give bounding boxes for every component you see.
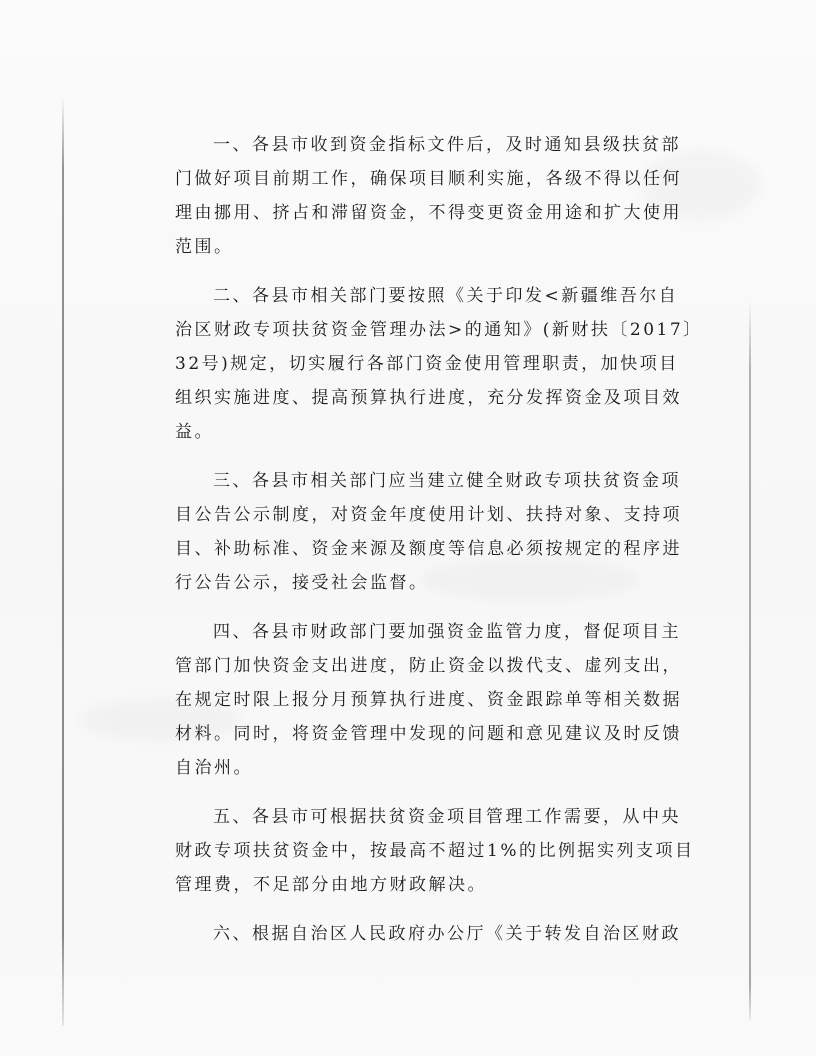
paragraph-5	[175, 800, 695, 902]
text-line: 目公告公示制度，对资金年度使用计划、扶持对象、支持项	[175, 505, 682, 525]
text-line: 32号)规定，切实履行各部门资金使用管理职责，加快项目	[175, 354, 679, 374]
text-line: 管理费，不足部分由地方财政解决。	[175, 875, 487, 895]
text-line: 行公告公示，接受社会监督。	[175, 573, 429, 593]
text-line: 理由挪用、挤占和滞留资金，不得变更资金用途和扩大使用	[175, 203, 682, 223]
text-line: 二、各县市相关部门要按照《关于印发<新疆维吾尔自	[213, 286, 679, 306]
document-body	[175, 128, 703, 966]
paragraph-2	[175, 279, 703, 449]
text-line: 六、根据自治区人民政府办公厅《关于转发自治区财政	[213, 924, 681, 944]
paragraph-6	[175, 917, 681, 951]
text-line: 目、补助标准、资金来源及额度等信息必须按规定的程序进	[175, 539, 682, 559]
text-line: 四、各县市财政部门要加强资金监管力度，督促项目主	[213, 622, 681, 642]
text-line: 在规定时限上报分月预算执行进度、资金跟踪单等相关数据	[175, 690, 682, 710]
text-line: 治区财政专项扶贫资金管理办法>的通知》(新财扶〔2017〕	[175, 320, 703, 340]
text-line: 范围。	[175, 237, 234, 257]
page-right-edge-shadow	[749, 300, 751, 1020]
text-line: 三、各县市相关部门应当建立健全财政专项扶贫资金项	[213, 471, 681, 491]
paragraph-4	[175, 615, 682, 785]
text-line: 管部门加快资金支出进度，防止资金以拨代支、虚列支出，	[175, 656, 682, 676]
text-line: 门做好项目前期工作，确保项目顺利实施，各级不得以任何	[175, 169, 682, 189]
text-line: 一、各县市收到资金指标文件后，及时通知县级扶贫部	[213, 135, 681, 155]
paragraph-1	[175, 128, 682, 264]
text-line: 财政专项扶贫资金中，按最高不超过1%的比例据实列支项目	[175, 841, 695, 861]
text-line: 自治州。	[175, 758, 253, 778]
text-line: 益。	[175, 422, 214, 442]
paragraph-3	[175, 464, 682, 600]
page-left-edge-shadow	[62, 96, 64, 1026]
text-line: 五、各县市可根据扶贫资金项目管理工作需要，从中央	[213, 807, 681, 827]
text-line: 组织实施进度、提高预算执行进度，充分发挥资金及项目效	[175, 388, 682, 408]
text-line: 材料。同时，将资金管理中发现的问题和意见建议及时反馈	[175, 724, 682, 744]
